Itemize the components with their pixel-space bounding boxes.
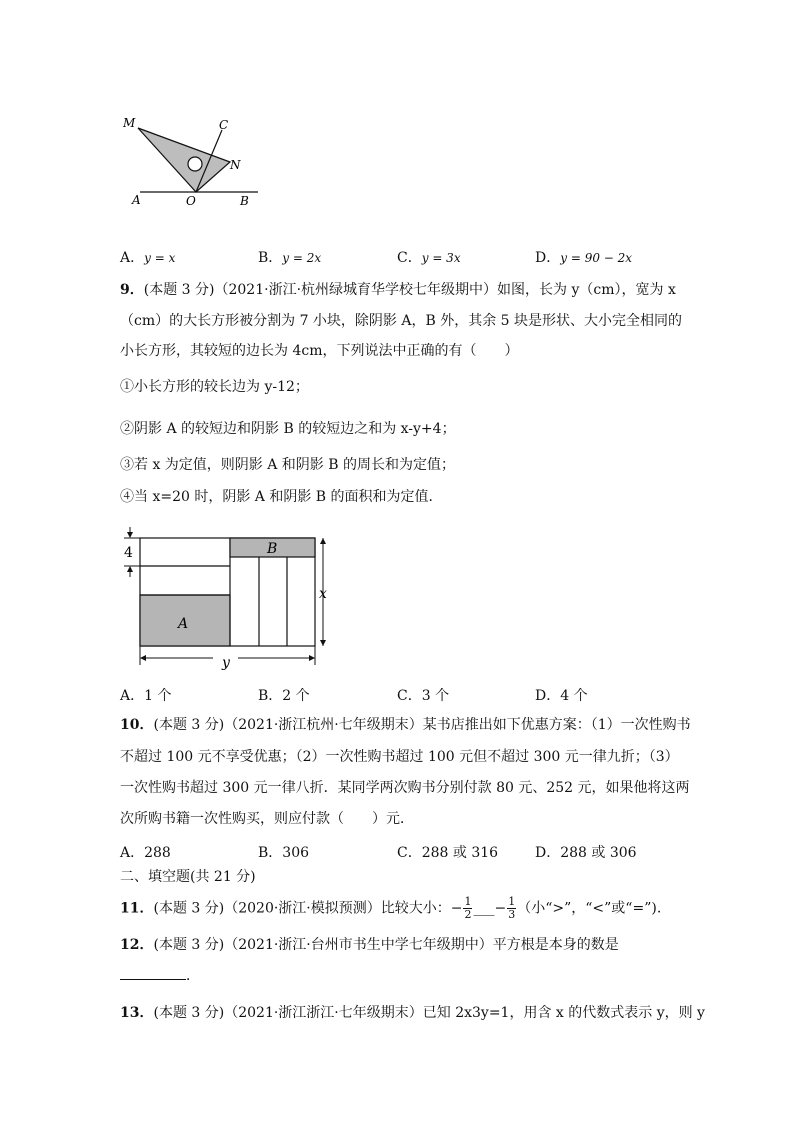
q9-statement-2: ②阴影 A 的较短边和阴影 B 的较短边之和为 x-y+4； (120, 421, 456, 437)
label-A: A (132, 193, 141, 207)
q13-line: 13．(本题 3 分)（2021·浙江浙江·七年级期末）已知 2x3y=1，用含 x 的代数式表示 y，则 y (120, 1005, 705, 1021)
q10-option-b[interactable]: B．306 (258, 845, 310, 861)
dim-x: x (319, 586, 327, 602)
q9-option-a[interactable]: A．1 个 (120, 688, 172, 704)
q9-statement-3: ③若 x 为定值，则阴影 A 和阴影 B 的周长和为定值； (120, 457, 455, 473)
q10-option-a[interactable]: A．288 (120, 845, 171, 861)
dim-4: 4 (124, 545, 133, 561)
q12-answer-line[interactable]: ． (120, 966, 200, 986)
fraction-neg-third: $\frac{1}{3}$ (508, 895, 516, 921)
q9-statement-4: ④当 x=20 时，阴影 A 和阴影 B 的面积和为定值． (120, 489, 443, 505)
fraction-neg-half: $\frac{1}{2}$ (464, 895, 472, 921)
q11-line: 11．(本题 3 分)（2020·浙江·模拟预测）比较大小：− $\frac{1}{2}$ ___− $\frac{1}{3}$ （小“>”，“<”或“=”). (120, 895, 662, 921)
q8-option-a[interactable]: A．y = x (120, 250, 176, 266)
angle-figure (118, 112, 268, 212)
dim-y: y (222, 655, 230, 670)
q9-option-c[interactable]: C．3 个 (397, 688, 450, 704)
q10-line2: 不超过 100 元不享受优惠；（2）一次性购书超过 100 元但不超过 300 元一律九折；（3） (120, 749, 679, 765)
q10-line1: 10．(本题 3 分)（2021·浙江杭州·七年级期末）某书店推出如下优惠方案：（1）一次性购书 (120, 717, 691, 733)
label-M: M (123, 116, 136, 130)
rectangle-figure (118, 525, 338, 670)
q9-option-b[interactable]: B．2 个 (258, 688, 310, 704)
label-C: C (219, 118, 229, 132)
q8-option-c[interactable]: C．y = 3x (397, 250, 461, 266)
q12-line: 12．(本题 3 分)（2021·浙江·台州市书生中学七年级期中）平方根是本身的数是 (120, 937, 619, 953)
q10-option-c[interactable]: C．288 或 316 (397, 845, 499, 861)
q9-line3: 小长方形，其较短的边长为 4cm，下列说法中正确的有（ ） (120, 343, 519, 359)
region-A: A (178, 616, 189, 632)
q9-statement-1: ①小长方形的较长边为 y-12； (120, 379, 309, 395)
q10-option-d[interactable]: D．288 或 306 (535, 845, 637, 861)
label-B: B (240, 194, 249, 208)
label-N: N (230, 158, 241, 172)
q10-line4: 次所购书籍一次性购买，则应付款（ ）元． (120, 811, 414, 827)
label-O: O (186, 194, 196, 208)
answer-blank[interactable] (120, 967, 186, 980)
q9-line2: （cm）的大长方形被分割为 7 小块，除阴影 A，B 外，其余 5 块是形状、大小完全相同的 (120, 313, 683, 329)
q9-option-d[interactable]: D．4 个 (535, 688, 588, 704)
q8-option-d[interactable]: D．y = 90 − 2x (535, 250, 633, 266)
q10-line3: 一次性购书超过 300 元一律八折．某同学两次购书分别付款 80 元、252 元，如果他将这两 (120, 780, 690, 796)
compare-blank[interactable]: ___ (473, 900, 495, 917)
section-heading: 二、填空题(共 21 分) (120, 869, 256, 885)
region-B: B (267, 541, 278, 557)
q9-line1: 9．(本题 3 分)（2021·浙江·杭州绿城育华学校七年级期中）如图，长为 y（cm），宽为 x (120, 282, 676, 298)
q8-option-b[interactable]: B．y = 2x (258, 250, 322, 266)
